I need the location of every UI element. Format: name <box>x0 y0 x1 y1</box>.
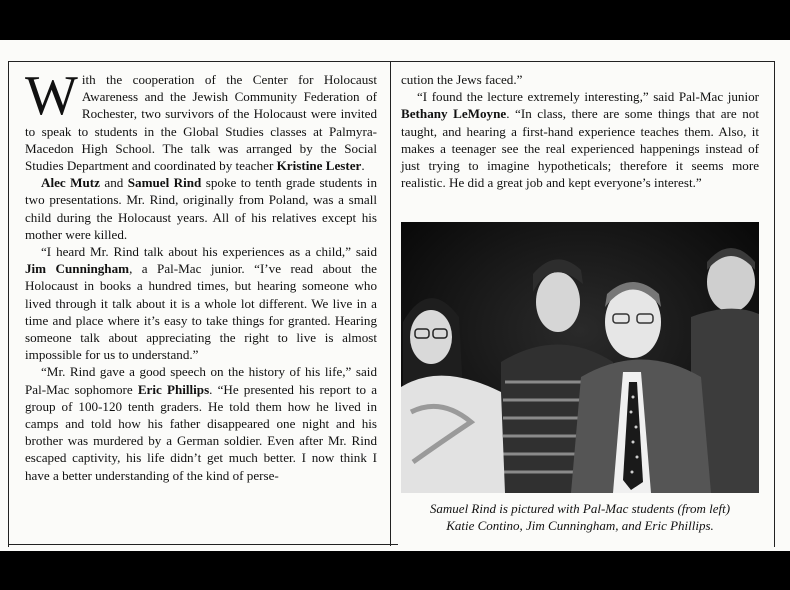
student-face <box>536 272 580 332</box>
paragraph-1: With the cooperation of the Center for Holocaust Awareness and the Jewish Community Federation of Rochester, two survivors of the Holocaust were invited to speak to students in the Global Studies classes at Palmyra-Macedon High School. The talk was arranged by the Social Studies Department and coordinated by teacher Kristine Lester. <box>25 65 377 174</box>
newspaper-clipping <box>0 40 790 551</box>
right-column <box>401 71 759 191</box>
paragraph-3: “I heard Mr. Rind talk about his experiences as a child,” said Jim Cunningham, a Pal-Mac junior. “I’ve read about the Holocaust in books a hundred times, but hearing someone who lived through it talk about it is a whole lot different. We live in a time and place where it’s easy to take things for granted. Hearing someone talk about appreciating the right to live is almost impossible for us to understand.” <box>25 244 377 363</box>
left-column-bottom-rule <box>8 544 398 545</box>
paragraph-4: “Mr. Rind gave a good speech on the history of his life,” said Pal-Mac sophomore Eric Phillips. “He presented his report to a group of 100-120 tenth graders. He told them how he lived in camps and told how his father disappeared one night and his brother was murdered by a German soldier. Even after Mr. Rind escaped captivity, his life didn’t get much better. I now think I have a better understanding of the kind of perse- <box>25 364 378 483</box>
student-name-jim: Jim Cunningham <box>25 261 130 277</box>
paragraph-5: “I found the lecture extremely interesting,” said Pal-Mac junior Bethany LeMoyne. “In class, there are some things that are not taught, and hearing a first-hand experience teaches them. Also, it makes a teenager see the real experienced happenings instead of just trying to imagine hypotheticals; therefore it seems more realistic. He did a great job and kept everyone’s interest.” <box>401 89 759 191</box>
paragraph-2: Alec Mutz and Samuel Rind spoke to tenth grade students in two presentations. Mr. Rind, originally from Poland, was a small child during the Holocaust years. All of his relatives except his mother were killed. <box>25 175 377 242</box>
paragraph-4-continued: cution the Jews faced.” <box>401 72 523 87</box>
left-column <box>25 65 378 484</box>
speaker-name-2: Samuel Rind <box>127 175 202 191</box>
teacher-name: Kristine Lester <box>276 158 362 174</box>
group-photo <box>401 222 759 493</box>
photo-caption: Samuel Rind is pictured with Pal-Mac students (from left) Katie Contino, Jim Cunningham, and Eric Phillips. <box>429 501 731 533</box>
student-name-eric: Eric Phillips <box>137 381 210 397</box>
group-photo-illustration <box>401 222 759 493</box>
drop-cap: W <box>25 65 78 127</box>
student-name-bethany: Bethany LeMoyne <box>401 106 507 122</box>
speaker-name-1: Alec Mutz <box>41 175 100 191</box>
column-divider <box>390 61 391 546</box>
